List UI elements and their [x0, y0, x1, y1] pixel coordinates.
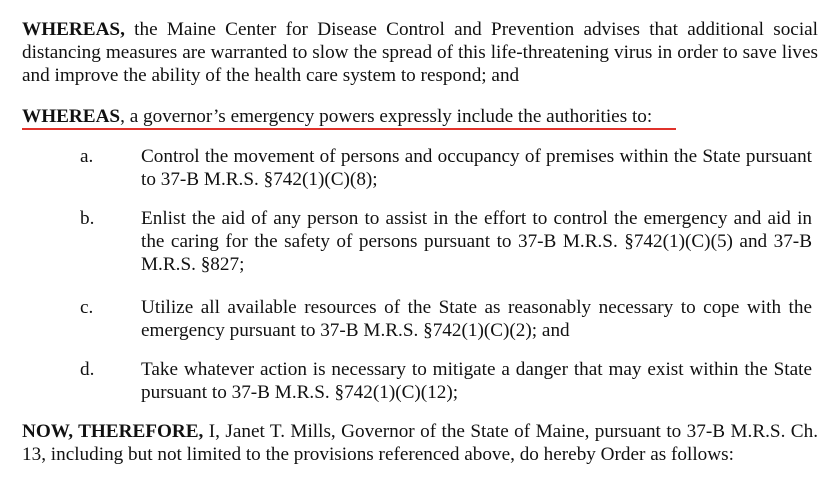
item-letter: a. [80, 146, 94, 167]
whereas-paragraph-cdc [22, 18, 818, 87]
red-underline-annotation [22, 128, 676, 130]
now-therefore-text: I, Janet T. Mills, Governor of the State of Maine, pursuant to 37-B M.R.S. Ch. 13, including but not limited to the provisions referenced above, do hereby Order as follows: [22, 421, 818, 465]
item-letter: b. [80, 208, 95, 229]
item-text: Enlist the aid of any person to assist in the effort to control the emergency and aid in the caring for the safety of persons pursuant to 37-B M.R.S. §742(1)(C)(5) and 37-B M.R.S. §827; [141, 208, 812, 275]
whereas-lead: WHEREAS [22, 106, 121, 127]
whereas-paragraph-powers [22, 105, 682, 128]
item-text: Take whatever action is necessary to mitigate a danger that may exist within the State pursuant to 37-B M.R.S. §742(1)(C)(12); [141, 359, 812, 403]
item-letter: d. [80, 359, 95, 380]
whereas-lead: WHEREAS, [22, 19, 125, 40]
item-letter: c. [80, 297, 94, 318]
whereas-text: the Maine Center for Disease Control and Prevention advises that additional social distancing measures are warranted to slow the spread of this life-threatening virus in order to save lives and improve the ability of the health care system to respond; and [22, 19, 818, 86]
whereas-text: , a governor’s emergency powers expressly include the authorities to: [120, 106, 653, 127]
item-text: Control the movement of persons and occupancy of premises within the State pursuant to 37-B M.R.S. §742(1)(C)(8); [141, 146, 812, 190]
now-therefore-lead: NOW, THEREFORE, [22, 421, 204, 442]
now-therefore-paragraph [22, 420, 818, 466]
item-text: Utilize all available resources of the State as reasonably necessary to cope with the emergency pursuant to 37-B M.R.S. §742(1)(C)(2); and [141, 297, 812, 341]
